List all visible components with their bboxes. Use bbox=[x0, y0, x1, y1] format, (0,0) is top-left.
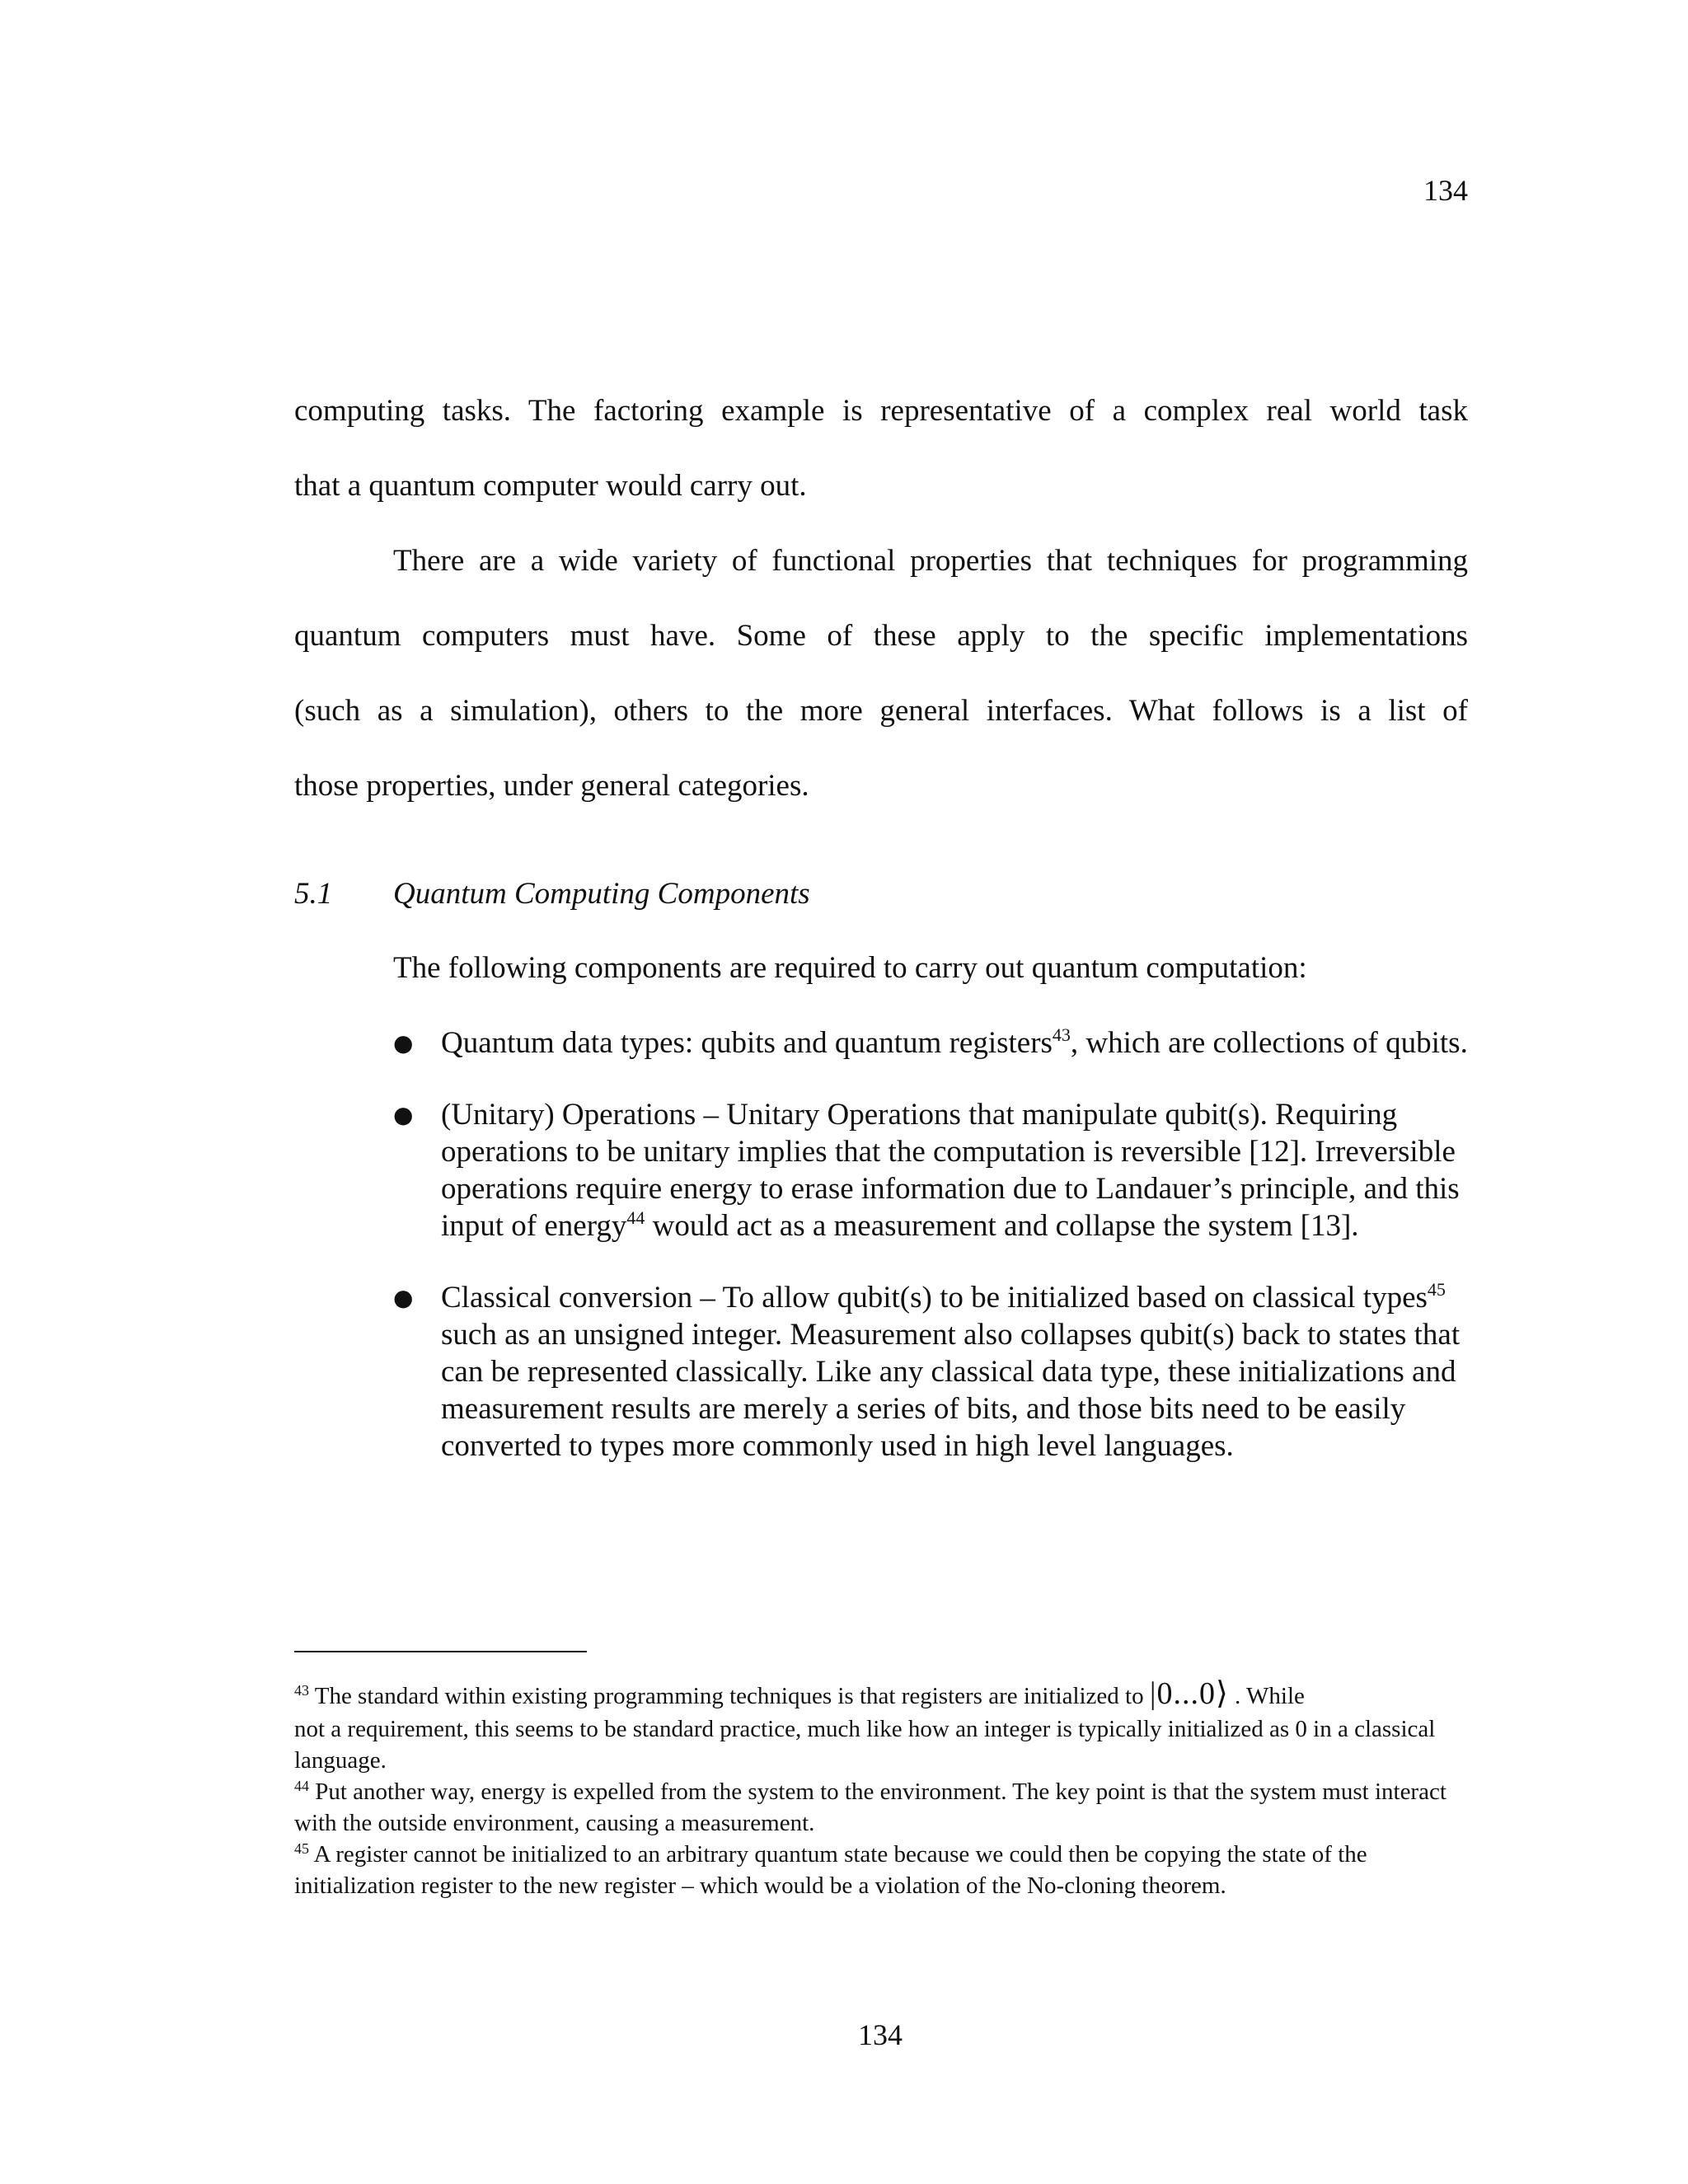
list-item: ● Classical conversion – To allow qubit(s) to be initialized based on classical types$^{45}$ such as an unsigned integer. Measurement also collapses qubit(s) back to states that can be represented classically. Like any classical data type, these initializations and measurement results are merely a series of bits, and those bits need to be easily converted to types more commonly used in high level languages. bbox=[393, 1279, 1461, 1463]
footnote-ref: 45 bbox=[1427, 1279, 1446, 1300]
text-line: There are a wide variety of functional properties that techniques for programming bbox=[393, 544, 1468, 578]
footnote-divider bbox=[294, 1651, 587, 1652]
list-item: ● Quantum data types: qubits and quantum registers$^{43}$, which are collections of qubits. bbox=[393, 1024, 1468, 1060]
bullet-icon: ● bbox=[393, 1029, 414, 1057]
section-number: 5.1 bbox=[294, 877, 333, 911]
footnote-number: 44 bbox=[294, 1778, 309, 1794]
text-line: those properties, under general categories. bbox=[294, 769, 809, 803]
section-title: Quantum Computing Components bbox=[393, 877, 810, 911]
text-line: (such as a simulation), others to the more general interfaces. What follows is a list of bbox=[294, 694, 1468, 728]
text-line: that a quantum computer would carry out. bbox=[294, 469, 807, 503]
text-line: quantum computers must have. Some of these apply to the specific implementations bbox=[294, 619, 1468, 653]
paragraph-properties bbox=[294, 523, 1468, 823]
section-intro: The following components are required to carry out quantum computation: bbox=[393, 951, 1307, 985]
footnote-ref: 44 bbox=[626, 1207, 645, 1228]
footnote-number: 43 bbox=[294, 1682, 309, 1699]
ket-notation: |0...0⟩ bbox=[1149, 1676, 1229, 1711]
page-number-bottom: 134 bbox=[858, 2018, 903, 2051]
text-line: computing tasks. The factoring example is representative of a complex real world task bbox=[294, 394, 1468, 428]
footnote-43: $^{43}$ The standard within existing programming techniques is that registers are initialized to |0...0⟩ . While not a requirement, this seems to be standard practice, much like how an integer is typically initialized as 0 in a classical language. bbox=[294, 1676, 1436, 1774]
list-item: ● (Unitary) Operations – Unitary Operations that manipulate qubit(s). Requiring operations to be unitary implies that the computation is reversible [12]. Irreversible operations require energy to erase information due to Landauer’s principle, and this input of energy$^{44}$ would act as a measurement and collapse the system [13]. bbox=[393, 1098, 1460, 1243]
footnote-ref: 43 bbox=[1052, 1024, 1071, 1045]
paragraph-continuation bbox=[294, 373, 1468, 523]
bullet-icon: ● bbox=[393, 1284, 414, 1311]
page-number-top: 134 bbox=[1423, 174, 1468, 207]
footnote-number: 45 bbox=[294, 1840, 309, 1857]
footnote-45: $^{45}$ A register cannot be initialized to an arbitrary quantum state because we could then be copying the state of the initialization register to the new register – which would be a violation of the No-cloning theorem. bbox=[294, 1840, 1367, 1899]
component-list bbox=[393, 1024, 1473, 1499]
bullet-icon: ● bbox=[393, 1101, 414, 1128]
section-heading bbox=[294, 876, 810, 912]
footnote-44: $^{44}$ Put another way, energy is expelled from the system to the environment. The key point is that the system must interact with the outside environment, causing a measurement. bbox=[294, 1778, 1447, 1836]
footnotes bbox=[294, 1673, 1465, 1901]
